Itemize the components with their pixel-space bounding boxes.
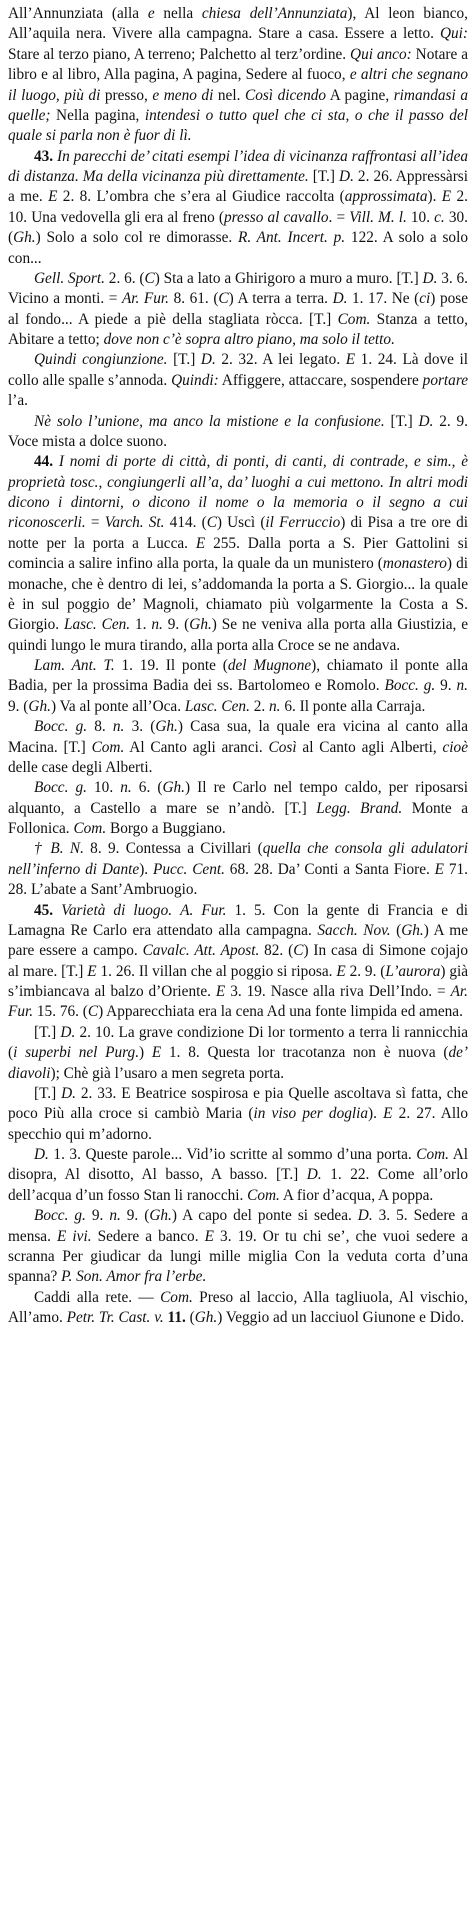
italic-run: Gh. <box>13 229 36 247</box>
text-run: [T.] <box>34 1084 62 1102</box>
text-run: Caddi alla rete. — <box>34 1288 161 1306</box>
text-run: Stare al terzo piano, A terreno; Palchetto al terz’ordine. <box>8 45 351 63</box>
italic-run: quella che consola gli adulatori nell’inferno di Dante <box>8 840 468 878</box>
italic-run: C <box>206 514 217 532</box>
text-run: 122. A solo a solo con... <box>8 229 468 267</box>
italic-run: de’ diavoli <box>8 1044 468 1082</box>
italic-run: chiesa dell’Annunziata <box>201 5 348 22</box>
text-run: l’a. <box>8 392 28 410</box>
text-run: al Canto agli Alberti, <box>296 738 443 756</box>
italic-run: E <box>151 1044 162 1062</box>
section-number: 44. <box>34 453 54 471</box>
italic-run: D. <box>339 168 354 185</box>
italic-run: D. <box>200 351 216 369</box>
text-run: Stanza a tetto, Abitare a tetto; <box>8 310 468 348</box>
text-run: ( <box>390 921 402 939</box>
text-run: 30. ( <box>8 208 468 247</box>
text-run: 2. 10. La grave condizione Di lor tormento a terra li rannicchia ( <box>8 1023 469 1062</box>
text-run: 68. 28. Da’ Conti a Santa Fiore. <box>224 860 435 878</box>
text-run: [T.] <box>308 168 340 185</box>
text-run: nel. <box>213 86 245 104</box>
text-run: ) Veggio ad un lacciuol Giunone e Dido. <box>217 1309 465 1326</box>
italic-run: D. <box>418 412 434 430</box>
text-run: Notare a libro e al libro, Alla pagina, A pagina, Sedere al fuoco, <box>8 45 468 84</box>
italic-run: E <box>336 962 346 980</box>
italic-run: Bocc. g. <box>34 718 88 736</box>
text-run: A fior d’acqua, A poppa. <box>279 1186 434 1204</box>
text-run: Monte a Follonica. <box>8 799 469 837</box>
text-run: ) In casa di Simone cojajo al mare. [T.] <box>8 942 468 980</box>
text-run: 9. <box>435 677 457 695</box>
italic-run: Gh. <box>28 697 51 715</box>
paragraph <box>8 1023 468 1084</box>
text-run: 82. ( <box>259 942 294 960</box>
italic-run: E <box>204 1227 214 1245</box>
text-run: ) Casa sua, la quale era vicina al canto alla Macina. [T.] <box>8 718 469 756</box>
italic-run: il Ferruccio <box>265 514 341 532</box>
text-run: delle case degli Alberti. <box>8 758 153 776</box>
text-run: 255. Dalla porta a S. Pier Gattolini si comincia a salire infino alla porta, la quale da un munistero ( <box>8 534 468 573</box>
italic-run: † B. N. <box>34 840 84 858</box>
italic-run: D. <box>34 1146 49 1163</box>
italic-run: P. Son. Amor fra l’erbe. <box>61 1268 207 1286</box>
text-run: 2. 8. L’ombra che s’era al Giudice raccolta ( <box>57 188 345 206</box>
paragraph <box>8 717 468 778</box>
text-run: 1. 5. Con la gente di Francia e di Lamagna Re Carlo era attendato alla campagna. <box>8 901 469 939</box>
italic-run: Così <box>268 738 297 756</box>
text-run: ) di Pisa a tre ore di notte per la porta a Lucca. <box>8 514 468 552</box>
text-run: 1. 24. Là dove il collo alle spalle s’annoda. <box>8 351 468 389</box>
text-run: ) Il re Carlo nel tempo caldo, per riposarsi alquanto, a Castello a mare se n’andò. [T.] <box>8 779 468 817</box>
italic-run: Varietà di luogo. <box>61 901 173 919</box>
text-run: 8. <box>87 718 113 736</box>
italic-run: E <box>383 1105 393 1123</box>
text-run: 1. 22. Come all’orlo dell’acqua d’un fosso Stan li ranocchi. <box>8 1166 468 1204</box>
text-run: ) Uscì ( <box>216 514 266 532</box>
text-run: ( <box>185 1309 195 1326</box>
section-number: 11. <box>167 1309 186 1326</box>
italic-run: Com. <box>416 1146 449 1163</box>
section-number: 43. <box>34 147 54 165</box>
italic-run: Sacch. Nov. <box>317 921 391 939</box>
italic-run: Gh. <box>401 921 424 939</box>
italic-run: cioè <box>442 738 468 756</box>
italic-run: del Mugnone <box>227 657 312 674</box>
italic-run: Lasc. Cen. <box>184 697 250 715</box>
text-run: [T.] <box>34 1023 61 1041</box>
italic-run: intendesi o tutto quel che ci sta, o che il passo del quale si parla non è fuor di lì. <box>8 106 468 145</box>
italic-run: D. <box>422 269 438 287</box>
italic-run: Gh. <box>149 1207 172 1225</box>
text-run: Sedere a banco. <box>91 1227 205 1245</box>
italic-run: L’aurora <box>385 962 441 980</box>
italic-run: Bocc. g. <box>384 677 436 695</box>
paragraph <box>8 4 468 147</box>
paragraph <box>8 1084 468 1145</box>
text-run: ) Va al ponte all’Oca. <box>50 697 185 715</box>
italic-run: n. <box>109 1207 121 1225</box>
text-run: ); Chè già l’usaro a men segreta porta. <box>50 1064 285 1082</box>
text-run: ). <box>427 188 442 206</box>
italic-run: approssimata <box>344 188 428 206</box>
italic-run: i superbi nel Purg. <box>13 1044 140 1062</box>
italic-run: Pucc. Cent. <box>152 860 225 878</box>
italic-run: rimandasi a quelle; <box>8 86 468 124</box>
text-run: 1. 8. Questa lor tracotanza non è nuova ( <box>161 1044 449 1062</box>
text-run: ) A me pare essere a campo. <box>8 921 468 960</box>
italic-run: Gh. <box>189 616 212 634</box>
text-run: 2. 10. Una vedovella gli era al freno ( <box>8 188 469 226</box>
text-run: 15. 76. ( <box>33 1003 88 1021</box>
italic-run: Gh. <box>155 718 178 736</box>
text-run: ) Solo a solo col re dimorasse. <box>35 229 238 247</box>
italic-run: E <box>48 188 58 206</box>
text-run: ). <box>368 1105 384 1123</box>
italic-run: Petr. Tr. Cast. v. <box>66 1309 164 1326</box>
text-run: 3. 6. Vicino a monti. = <box>8 269 468 308</box>
italic-run: Nè solo l’unione, ma anco la mistione e la confusione. <box>34 412 385 430</box>
text-run: 1. <box>130 616 152 634</box>
italic-run: Gell. Sport. <box>34 269 105 287</box>
paragraph <box>8 1145 468 1206</box>
text-run: Al disopra, Al disotto, Al basso, A basso. [T.] <box>8 1146 468 1184</box>
italic-run: portare <box>422 371 468 389</box>
italic-run: Qui: <box>439 25 468 43</box>
text-run <box>53 902 61 919</box>
paragraph <box>8 412 468 453</box>
paragraph <box>8 269 468 351</box>
italic-run: Così dicendo <box>245 86 327 104</box>
text-run: ). <box>139 860 153 878</box>
text-run: [T.] <box>384 412 419 430</box>
page-text <box>8 4 468 1328</box>
italic-run: D. <box>61 1084 76 1102</box>
text-run: 9. ( <box>8 697 29 715</box>
text-run: Nella pagina, <box>50 106 145 124</box>
italic-run: Gh. <box>194 1309 218 1326</box>
text-run: 10. <box>406 208 435 226</box>
italic-run: Ar. Fur. <box>8 983 468 1021</box>
text-run: 2. 33. E Beatrice sospirosa e pia Quelle ascoltava sì fatta, che poco Più alla croce si cambiò Maria ( <box>8 1084 468 1123</box>
text-run: 3. 19. Or tu chi se’, che vuoi sedere a scranna Per giudicar da lungi mille miglia Con la veduta corta d’una spanna? <box>8 1227 468 1286</box>
italic-run: A. Fur. <box>180 901 227 919</box>
text-run: 2. 27. Allo specchio qui m’adorno. <box>8 1105 468 1143</box>
italic-run: Cavalc. Att. Apost. <box>142 942 260 960</box>
section-number: 45. <box>34 901 54 919</box>
text-run: . = <box>328 208 350 226</box>
text-run: Preso al laccio, Alla tagliuola, Al vischio, All’amo. <box>8 1288 468 1326</box>
italic-run: e altri che segnano il luogo, più di <box>8 66 468 104</box>
text-run: 8. 9. Contessa a Civillari ( <box>83 840 263 858</box>
paragraph <box>8 147 468 269</box>
text-run: Al Canto agli aranci. <box>124 738 269 756</box>
italic-run: Quindi congiunzione. <box>34 351 168 369</box>
text-run: 1. 26. Il villan che al poggio si riposa. <box>96 962 337 980</box>
italic-run: D. <box>332 290 348 308</box>
text-run: 71. 28. L’abate a Sant’Ambruogio. <box>8 860 469 899</box>
italic-run: Bocc. g. <box>34 1207 86 1225</box>
text-run: ), chiamato il ponte alla Badia, per la prossima Badia dei ss. Bartolomeo e Romolo. <box>8 657 468 695</box>
italic-run: Com. <box>73 820 107 837</box>
text-run: 3. 5. Sedere a mensa. <box>8 1207 468 1245</box>
text-run: Borgo a Buggiano. <box>106 820 226 837</box>
text-run: 2. 32. A lei legato. <box>215 351 346 369</box>
italic-run: E <box>195 534 206 552</box>
italic-run: Lam. Ant. T. <box>34 657 115 674</box>
italic-run: Lasc. Cen. <box>64 616 131 634</box>
italic-run: In parecchi de’ citati esempi l’idea di vicinanza raffrontasi all’idea di distanza. Ma della vicinanza più direttamente. <box>8 147 469 185</box>
italic-run: D. <box>357 1207 373 1225</box>
text-run: ) Apparecchiata era la cena Ad una fonte limpida ed amena. <box>98 1003 463 1021</box>
italic-run: n. <box>112 718 125 736</box>
italic-run: E ivi. <box>56 1227 92 1245</box>
text-run: nella <box>154 5 202 22</box>
text-run: ) già s’imbiancava al balzo d’Oriente. <box>8 962 469 1000</box>
text-run: 1. 3. Queste parole... Vid’io scritte al sommo d’una porta. <box>48 1146 417 1163</box>
text-run: ) A capo del ponte si sedea. <box>171 1207 358 1225</box>
text-run: 1. 17. Ne ( <box>347 290 420 308</box>
paragraph <box>8 839 468 900</box>
italic-run: n. <box>151 616 163 634</box>
text-run: ) <box>139 1044 152 1062</box>
italic-run: D. <box>306 1166 322 1184</box>
italic-run: Vill. M. l. <box>349 208 407 226</box>
italic-run: E <box>434 860 445 878</box>
text-run: presso, <box>100 86 153 104</box>
text-run: ) pose al fondo... A piede a piè della stagliata ròcca. [T.] <box>8 290 468 328</box>
text-run: ) di monache, che è dentro di lei, s’addomanda la porta a S. Giorgio... la quale è in sul poggio de’ Magnoli, chiamato più volgarmente la Costa a S. Giorgio. <box>8 555 468 634</box>
italic-run: Bocc. g. <box>34 779 87 797</box>
italic-run: n. <box>120 779 132 797</box>
italic-run: E <box>345 351 356 369</box>
italic-run: Ar. Fur. <box>121 290 170 308</box>
italic-run: C <box>293 942 304 960</box>
italic-run: D. <box>60 1023 76 1041</box>
italic-run: C <box>144 269 155 287</box>
italic-run: n. <box>456 677 468 695</box>
italic-run: in viso per doglia <box>253 1105 369 1123</box>
italic-run: dove non c’è sopra altro piano, ma solo il tetto. <box>103 331 395 348</box>
text-run: 2. 26. Appressàrsi a me. <box>8 168 468 206</box>
italic-run: Varch. St. <box>104 514 165 532</box>
italic-run: R. Ant. Incert. p. <box>238 229 346 247</box>
italic-run: Gh. <box>162 779 185 797</box>
text-run: Affiggere, attaccare, sospendere <box>218 371 423 389</box>
paragraph <box>8 350 468 411</box>
text-run: 3. ( <box>124 718 156 736</box>
text-run: 8. 61. ( <box>169 290 219 308</box>
text-run: 10. <box>86 779 121 797</box>
text-run: All’Annunziata (alla <box>8 5 148 22</box>
text-run: 9. ( <box>120 1207 150 1225</box>
paragraph <box>8 452 468 656</box>
italic-run: E <box>441 188 452 206</box>
text-run: ) Sta a lato a Ghirigoro a muro a muro. [T.] <box>154 269 423 287</box>
text-run: 6. Il ponte alla Carraja. <box>280 697 426 715</box>
text-run: 2. 6. ( <box>104 269 145 287</box>
italic-run: E <box>215 983 226 1000</box>
text-run: ), Al leon bianco, All’aquila nera. Vivere alla campagna. Stare a casa. Essere a letto. <box>8 5 468 43</box>
paragraph <box>8 901 468 1023</box>
italic-run: Com. <box>337 310 371 328</box>
italic-run: C <box>218 290 229 308</box>
text-run: 9. <box>85 1207 110 1225</box>
italic-run: Com. <box>160 1288 193 1306</box>
italic-run: presso al cavallo <box>224 208 329 226</box>
paragraph <box>8 656 468 717</box>
italic-run: e meno di <box>152 86 214 104</box>
text-run: 1. 19. Il ponte ( <box>114 657 228 674</box>
text-run: A pagine, <box>326 86 394 104</box>
italic-run: Com. <box>91 738 125 756</box>
text-run: ) A terra a terra. <box>228 290 333 308</box>
paragraph <box>8 1288 468 1329</box>
text-run: [T.] <box>167 351 201 369</box>
text-run: = <box>85 514 105 532</box>
italic-run: C <box>87 1003 99 1021</box>
italic-run: E <box>87 962 97 980</box>
italic-run: c. <box>434 208 445 226</box>
italic-run: Legg. Brand. <box>316 799 403 817</box>
paragraph <box>8 778 468 839</box>
italic-run: e <box>147 5 155 22</box>
text-run: ) Se ne veniva alla porta alla Giustizia, e quindi lungo le mura tirando, alla porta alla Croce se ne andava. <box>8 616 469 654</box>
text-run: 2. 9. ( <box>345 962 386 980</box>
text-run: 414. ( <box>164 514 207 532</box>
italic-run: I nomi di porte di città, di ponti, di canti, di contrade, e sim., è proprietà tosc., congiungerli all’a, da’ luoghi a cui mettono. In altri modi dicono i dintorni, o dicono il nome o la memoria o il segno a cui riconoscerli. <box>8 453 468 532</box>
text-run: 6. ( <box>131 779 163 797</box>
text-run: 3. 19. Nasce alla riva Dell’Indo. = <box>225 983 451 1000</box>
italic-run: Qui anco: <box>350 45 412 63</box>
italic-run: Com. <box>247 1186 280 1204</box>
text-run: 2. <box>249 697 270 715</box>
italic-run: ci <box>419 290 431 308</box>
italic-run: n. <box>269 697 281 715</box>
text-run: 9. ( <box>162 616 190 634</box>
italic-run: Quindi: <box>171 371 219 389</box>
italic-run: monastero <box>382 555 447 573</box>
paragraph <box>8 1206 468 1288</box>
text-run <box>172 902 180 919</box>
text-run: 2. 9. Voce mista a dolce suono. <box>8 412 468 450</box>
